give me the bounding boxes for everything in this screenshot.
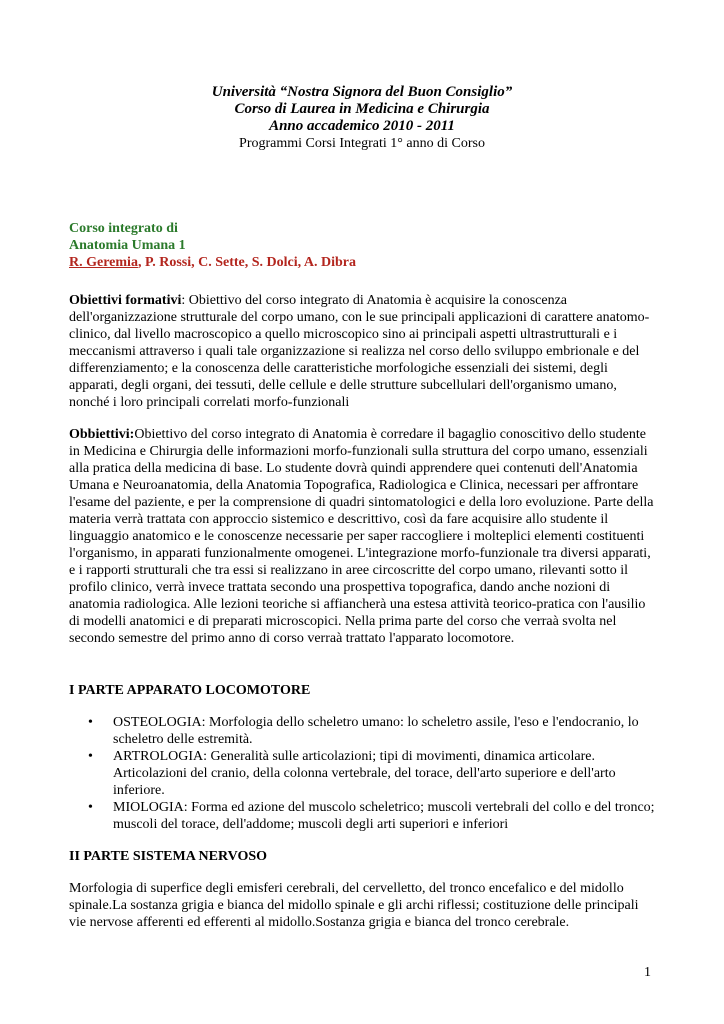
other-teachers: , P. Rossi, C. Sette, S. Dolci, A. Dibra: [137, 255, 356, 270]
goals-paragraph: [69, 426, 659, 647]
list-item: [69, 799, 659, 833]
bullet-icon: •: [88, 800, 93, 815]
section2-heading: II PARTE SISTEMA NERVOSO: [69, 849, 268, 864]
course-teachers: [69, 254, 356, 271]
course-block: [69, 220, 356, 271]
list-item-text: OSTEOLOGIA: Morfologia dello scheletro umano: lo scheletro assile, l'eso e l'endocranio, lo scheletro delle estremità.: [113, 715, 639, 747]
lead-teacher: R. Geremia: [69, 255, 138, 270]
course-label: Corso integrato di: [69, 221, 178, 236]
document-header: [0, 84, 724, 152]
section1-list: [69, 714, 659, 833]
list-item: [69, 748, 659, 799]
goals-text: Obiettivo del corso integrato di Anatomia è corredare il bagaglio conoscitivo dello studente in Medicina e Chirurgia delle informazioni morfo-funzionali sulla struttura del corpo umano, essenziali alla pratica della medicina di base. Lo studente dovrà quindi apprendere quei contenuti dell'Anatomia Umana e Neuroanatomia, della Anatomia Topografica, Radiologica e Clinica, necessari per affrontare l'esame del paziente, e per la comprensione di quadri sintomatologici e della loro evoluzione. Parte della materia verrà trattata con approccio sistemico e descrittivo, così da fare acquisire allo studente il linguaggio anatomico e le conoscenze necessarie per saper raccogliere i molteplici elementi costituenti l'organismo, in apparati funzionalmente omogenei. L'integrazione morfo-funzionale tra diversi apparati, e i rapporti strutturali che tra essi si realizzano in aree circoscritte del corpo umano, rilevanti sotto il profilo clinico, verrà invece trattata secondo una prospettiva topografica, dando anche nozioni di anatomia radiologica. Alle lezioni teoriche si affiancherà una estesa attività teorico-pratica con l'ausilio di modelli anatomici e di preparati microscopici. Nella prima parte del corso che verraà svolta nel secondo semestre del primo anno di corso verraà trattato l'apparato locomotore.: [69, 427, 654, 646]
bullet-icon: •: [88, 715, 93, 730]
program-subtitle: Programmi Corsi Integrati 1° anno di Corso: [239, 136, 485, 151]
goals-title: Obbiettivi:: [69, 427, 135, 442]
page-number: 1: [644, 965, 651, 980]
objectives-text: : Obiettivo del corso integrato di Anatomia è acquisire la conoscenza dell'organizzazione strutturale del corpo umano, con le sue principali applicazioni di carattere anatomo-clinico, dal livello macroscopico a quello microscopico sino ai principali aspetti ultrastrutturali e i meccanismi attraverso i quali tale organizzazione si realizza nel corso dello sviluppo embrionale e del differenziamento; e la conoscenza delle caratteristiche morfologiche essenziali dei sistemi, degli apparati, degli organi, dei tessuti, delle cellule e delle strutture subcellulari dell'organismo umano, nonché i loro principali correlati morfo-funzionali: [69, 293, 650, 410]
list-item-text: MIOLOGIA: Forma ed azione del muscolo scheletrico; muscoli vertebrali del collo e del tronco; muscoli del torace, dell'addome; muscoli degli arti superiori e inferiori: [113, 800, 655, 832]
section2-paragraph: Morfologia di superfice degli emisferi cerebrali, del cervelletto, del tronco encefalico e del midollo spinale.La sostanza grigia e bianca del midollo spinale e gli archi riflessi; costituzione delle principali vie nervose afferenti ed efferenti al midollo.Sostanza grigia e bianca del tronco cerebrale.: [69, 881, 639, 930]
objectives-title: Obiettivi formativi: [69, 293, 182, 308]
section1-heading: I PARTE APPARATO LOCOMOTORE: [69, 683, 311, 698]
bullet-icon: •: [88, 749, 93, 764]
list-item-text: ARTROLOGIA: Generalità sulle articolazioni; tipi di movimenti, dinamica articolare. Articolazioni del cranio, della colonna vertebrale, del torace, dell'arto superiore e dell'arto inferiore.: [113, 749, 616, 798]
objectives-paragraph: [69, 292, 659, 411]
degree-course: Corso di Laurea in Medicina e Chirurgia: [234, 101, 490, 117]
list-item: [69, 714, 659, 748]
university-name: Università “Nostra Signora del Buon Consiglio”: [211, 84, 513, 100]
academic-year: Anno accademico 2010 - 2011: [269, 118, 455, 134]
course-name: Anatomia Umana 1: [69, 238, 186, 253]
